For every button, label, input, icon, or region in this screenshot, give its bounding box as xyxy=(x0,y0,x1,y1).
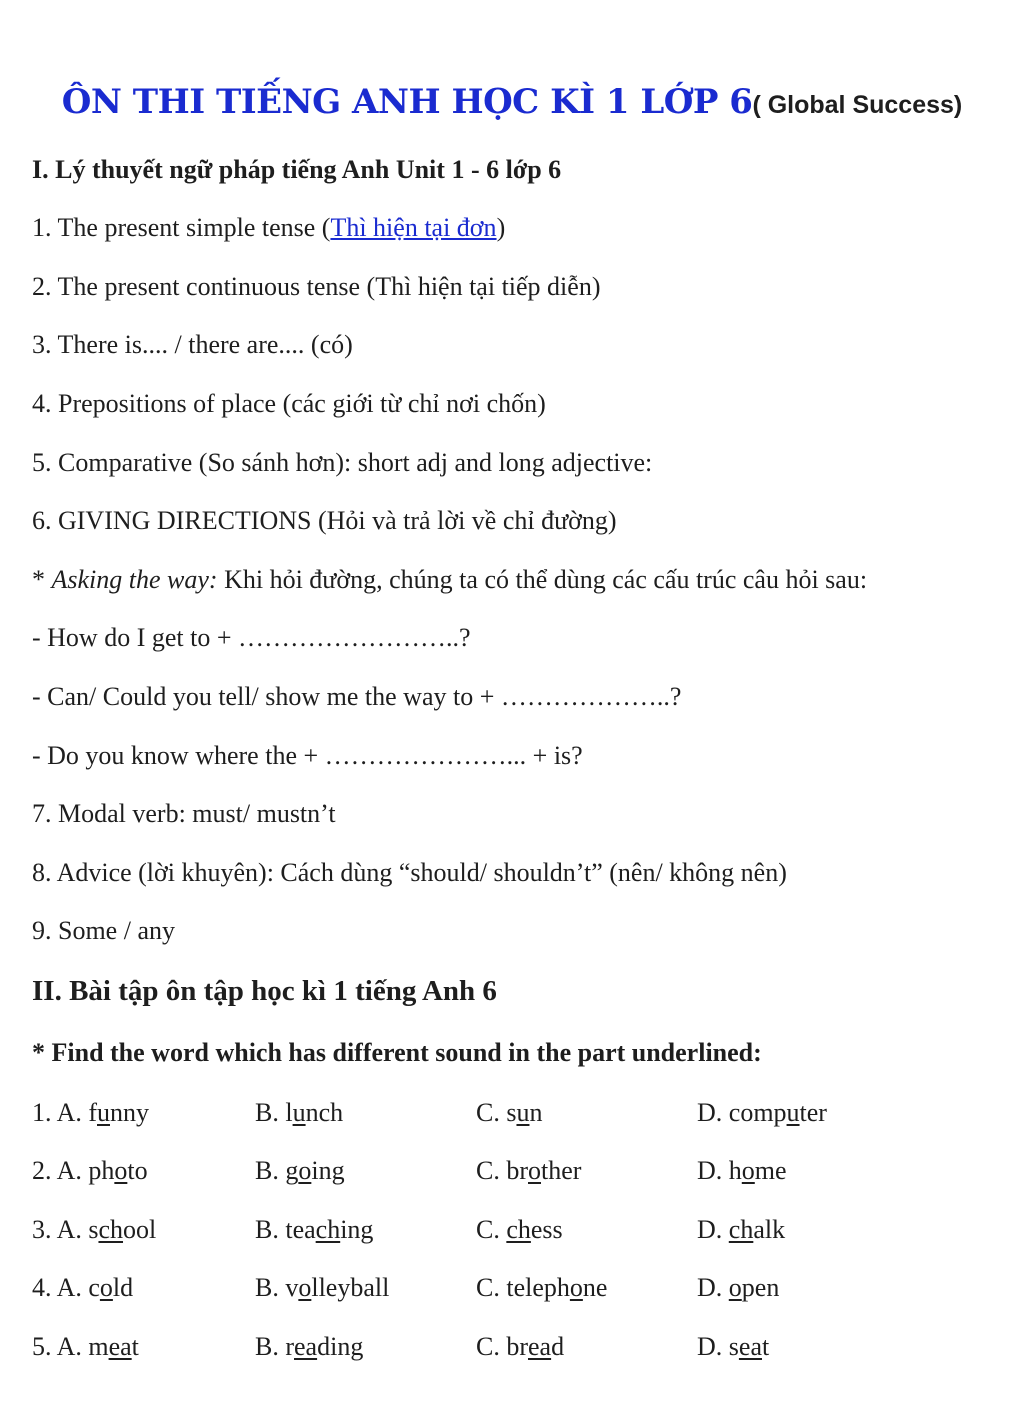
option-text-rest: ther xyxy=(541,1156,582,1185)
option-text: C. s xyxy=(476,1098,517,1127)
option-d xyxy=(697,1332,769,1362)
underlined-part: u xyxy=(292,1098,306,1127)
option-text-rest: alk xyxy=(753,1215,786,1244)
option-text: 4. A. c xyxy=(32,1273,100,1302)
underlined-part: ch xyxy=(315,1215,341,1244)
option-text: C. xyxy=(476,1215,507,1244)
option-d xyxy=(697,1273,779,1303)
option-text: B. l xyxy=(255,1098,293,1127)
section1-heading: I. Lý thuyết ngữ pháp tiếng Anh Unit 1 - 6 lớp 6 xyxy=(32,155,562,184)
grammar-item-8: 8. Advice (lời khuyên): Cách dùng “should/ shouldn’t” (nên/ không nên) xyxy=(32,858,787,887)
option-text: 2. A. ph xyxy=(32,1156,115,1185)
option-text-rest: pen xyxy=(741,1273,780,1302)
underlined-part: ea xyxy=(108,1332,132,1361)
underlined-part: o xyxy=(298,1156,312,1185)
underlined-part: o xyxy=(741,1156,755,1185)
option-text-rest: nch xyxy=(305,1098,344,1127)
option-text-rest: ess xyxy=(530,1215,563,1244)
underlined-part: ch xyxy=(728,1215,754,1244)
direction-question-2: - Can/ Could you tell/ show me the way to + ………………..? xyxy=(32,682,682,711)
option-text-rest: lleyball xyxy=(311,1273,390,1302)
option-text-rest: ld xyxy=(112,1273,134,1302)
grammar-item-3: 3. There is.... / there are.... (có) xyxy=(32,330,353,359)
option-text: D. comp xyxy=(697,1098,787,1127)
grammar-item-6: 6. GIVING DIRECTIONS (Hỏi và trả lời về chỉ đường) xyxy=(32,506,617,535)
grammar-item-1 xyxy=(32,213,505,243)
option-text-rest: me xyxy=(754,1156,787,1185)
option-c xyxy=(476,1273,607,1303)
option-a xyxy=(32,1273,133,1303)
option-text: B. g xyxy=(255,1156,299,1185)
option-text-rest: ool xyxy=(123,1215,157,1244)
title-sub: ( Global Success) xyxy=(752,91,963,119)
underlined-part: ch xyxy=(506,1215,531,1244)
option-text-rest: ing xyxy=(311,1156,345,1185)
option-text: B. tea xyxy=(255,1215,316,1244)
option-text-rest: nny xyxy=(110,1098,149,1127)
option-text: D. s xyxy=(697,1332,739,1361)
option-text: 3. A. s xyxy=(32,1215,99,1244)
option-text-rest: ter xyxy=(799,1098,827,1127)
option-text-rest: ing xyxy=(340,1215,374,1244)
exercise-instruction: * Find the word which has different sound in the part underlined: xyxy=(32,1038,762,1067)
option-text: B. v xyxy=(255,1273,299,1302)
option-text: D. xyxy=(697,1215,729,1244)
title-main: ÔN THI TIẾNG ANH HỌC KÌ 1 LỚP 6 xyxy=(61,82,753,122)
option-text: C. teleph xyxy=(476,1273,570,1302)
option-text-rest: d xyxy=(551,1332,565,1361)
option-text-rest: to xyxy=(127,1156,148,1185)
option-d xyxy=(697,1215,785,1245)
option-b xyxy=(255,1156,345,1186)
grammar-item-4: 4. Prepositions of place (các giới từ chỉ nơi chốn) xyxy=(32,389,546,418)
option-text: D. h xyxy=(697,1156,742,1185)
grammar-item-9: 9. Some / any xyxy=(32,916,175,945)
option-text-rest: t xyxy=(131,1332,139,1361)
option-d xyxy=(697,1098,827,1128)
underlined-part: u xyxy=(786,1098,800,1127)
asking-star: * xyxy=(32,565,52,594)
underlined-part: o xyxy=(528,1156,541,1185)
option-b xyxy=(255,1215,373,1245)
direction-question-3: - Do you know where the + …………………... + is? xyxy=(32,741,583,770)
option-b xyxy=(255,1273,389,1303)
asking-the-way xyxy=(32,565,867,595)
asking-text: Khi hỏi đường, chúng ta có thể dùng các cấu trúc câu hỏi sau: xyxy=(217,565,868,594)
option-d xyxy=(697,1156,787,1186)
underlined-part: ea xyxy=(528,1332,552,1361)
option-text: C. br xyxy=(476,1156,528,1185)
underlined-part: o xyxy=(99,1273,113,1302)
underlined-part: ea xyxy=(738,1332,762,1361)
option-b xyxy=(255,1098,343,1128)
option-text: 1. A. f xyxy=(32,1098,97,1127)
grammar-item-1-prefix: 1. The present simple tense ( xyxy=(32,213,331,242)
underlined-part: ea xyxy=(294,1332,318,1361)
asking-label: Asking the way: xyxy=(51,565,218,594)
option-c xyxy=(476,1156,581,1186)
option-text: C. br xyxy=(476,1332,528,1361)
option-b xyxy=(255,1332,363,1362)
document-title xyxy=(0,82,1024,122)
option-text-rest: n xyxy=(529,1098,543,1127)
option-text-rest: t xyxy=(762,1332,770,1361)
direction-question-1: - How do I get to + ……………………..? xyxy=(32,623,471,652)
option-a xyxy=(32,1156,148,1186)
underlined-part: o xyxy=(114,1156,128,1185)
option-a xyxy=(32,1215,156,1245)
grammar-item-1-suffix: ) xyxy=(496,213,506,242)
underlined-part: o xyxy=(728,1273,742,1302)
option-text-rest: ne xyxy=(582,1273,608,1302)
option-text-rest: ding xyxy=(317,1332,364,1361)
option-c xyxy=(476,1215,563,1245)
underlined-part: o xyxy=(569,1273,583,1302)
underlined-part: u xyxy=(97,1098,110,1127)
option-a xyxy=(32,1332,139,1362)
underlined-part: u xyxy=(516,1098,530,1127)
underlined-part: ch xyxy=(98,1215,124,1244)
option-text: D. xyxy=(697,1273,729,1302)
present-simple-link[interactable]: Thì hiện tại đơn xyxy=(330,213,497,242)
option-text: B. r xyxy=(255,1332,294,1361)
option-c xyxy=(476,1332,564,1362)
underlined-part: o xyxy=(298,1273,312,1302)
grammar-item-5: 5. Comparative (So sánh hơn): short adj and long adjective: xyxy=(32,448,653,477)
section2-heading: II. Bài tập ôn tập học kì 1 tiếng Anh 6 xyxy=(32,975,497,1007)
grammar-item-2: 2. The present continuous tense (Thì hiện tại tiếp diễn) xyxy=(32,272,601,301)
option-a xyxy=(32,1098,149,1128)
option-c xyxy=(476,1098,542,1128)
grammar-item-7: 7. Modal verb: must/ mustn’t xyxy=(32,799,336,828)
option-text: 5. A. m xyxy=(32,1332,109,1361)
